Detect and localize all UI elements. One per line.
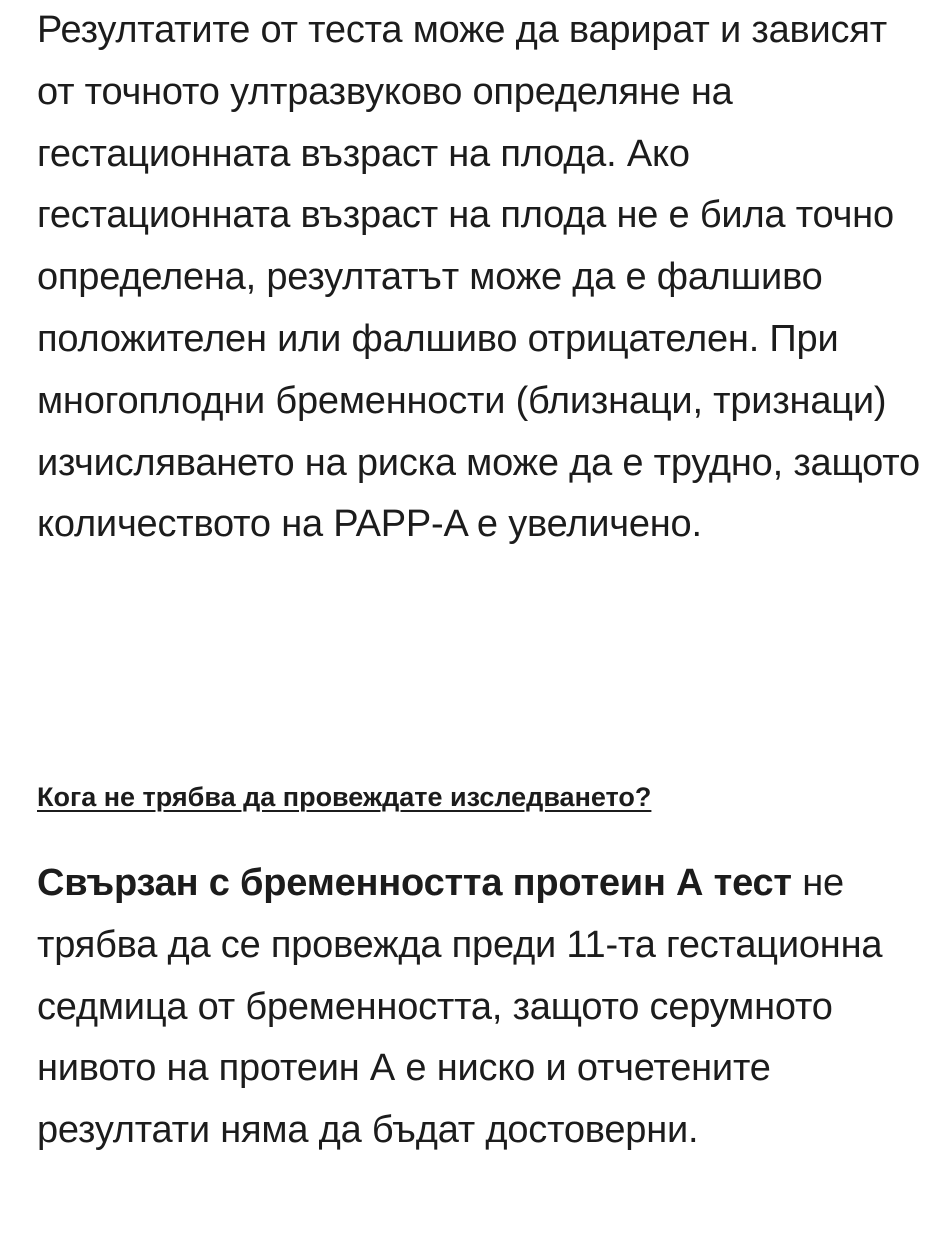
bold-term: Свързан с бременността протеин А тест xyxy=(37,862,792,904)
section-heading-link[interactable]: Кога не трябва да провеждате изследването? xyxy=(37,782,652,812)
paragraph-text: не трябва да се провежда преди 11-та гестационна седмица от бременността, защото серумното нивото на протеин А е ниско и отчетените резултати няма да бъдат достоверни. xyxy=(37,862,883,1152)
results-paragraph: Резултатите от теста може да варират и зависят от точното ултразвуково определяне на гестационната възраст на плода. Ако гестационната възраст на плода не е била точно определена, резултатът може да е фалшиво положителен или фалшиво отрицателен. При многоплодни бременности (близнаци, тризнаци) изчисляването на риска може да е трудно, защото количеството на PAPP-A е увеличено. xyxy=(37,9,920,546)
contraindication-paragraph xyxy=(37,853,927,1162)
article-body xyxy=(37,0,927,1152)
